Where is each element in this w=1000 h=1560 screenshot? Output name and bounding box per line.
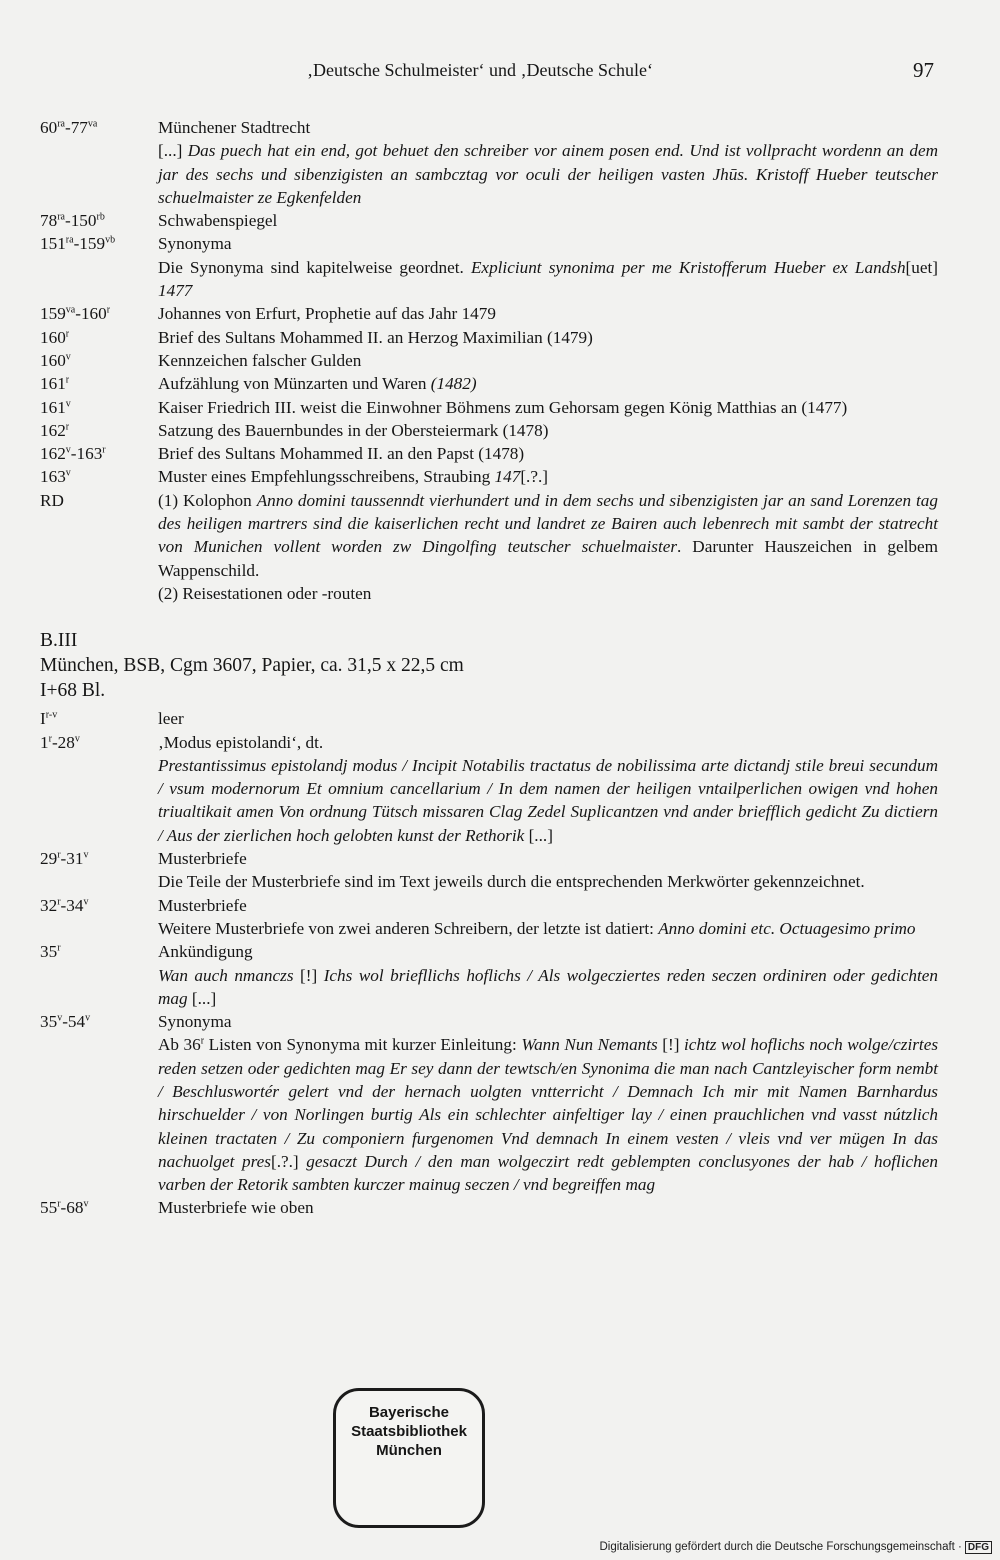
entry-162r <box>40 419 938 442</box>
entry-163v <box>40 465 938 488</box>
entry-60ra <box>40 116 938 209</box>
entry-title: Brief des Sultans Mohammed II. an Herzog Maximilian (1479) <box>158 327 593 347</box>
entry-161v <box>40 396 938 419</box>
entry-160v <box>40 349 938 372</box>
folio-ref: $159^{va}-160^r$ <box>40 304 111 324</box>
folio-ref: 161$^r$ <box>40 374 70 394</box>
entry-rd <box>40 489 938 605</box>
entry-161r <box>40 372 938 395</box>
entry-title: Münchener Stadtrecht <box>158 118 311 137</box>
folio-ref: 35$^v$-54$^v$ <box>40 1012 91 1032</box>
folio-ref: $60^{ra}-77^{va}$ <box>40 118 98 137</box>
entry-body <box>158 489 938 605</box>
entry-title: Aufzählung von Münzarten und Waren (1482) <box>158 374 477 394</box>
entry-title: leer <box>158 709 184 729</box>
folio-ref: 162$^r$ <box>40 420 70 440</box>
folio-ref: 29$^r$-31$^v$ <box>40 849 89 869</box>
entry-body <box>158 372 938 395</box>
folio-ref: 162$^v$-163$^r$ <box>40 444 106 464</box>
entry-1r <box>40 731 938 847</box>
entry-body <box>158 232 938 302</box>
folio-ref: $78^{ra}-150^{rb}$ <box>40 211 105 231</box>
entry-title: Muster eines Empfehlungsschreibens, Straubing 147[.?.] <box>158 467 548 487</box>
entry-body <box>158 940 938 1010</box>
entry-35r <box>40 940 938 1010</box>
entry-title: Satzung des Bauernbundes in der Obersteiermark (1478) <box>158 420 549 440</box>
folio-ref: $151^{ra}-159^{vb}$ <box>40 234 116 254</box>
folio-ref: RD <box>40 490 64 510</box>
entry-body <box>158 326 938 349</box>
section-heading: B.III <box>40 630 78 652</box>
entry-151ra <box>40 232 938 302</box>
dfg-logo: DFG <box>965 1541 992 1554</box>
entry-description: (2) Reisestationen oder -routen <box>158 583 372 603</box>
entry-body <box>158 731 938 847</box>
folio-ref: 1$^r$-28$^v$ <box>40 732 80 752</box>
folio-ref: 55$^r$-68$^v$ <box>40 1198 89 1218</box>
entry-title: Brief des Sultans Mohammed II. an den Papst (1478) <box>158 444 525 464</box>
library-stamp: Bayerische Staatsbibliothek München <box>333 1388 485 1528</box>
entry-title: ‚Modus epistolandi‘, dt. <box>158 732 324 752</box>
folio-ref: $I^{r-v}$ <box>40 709 58 729</box>
entry-29r <box>40 847 938 894</box>
entry-body <box>158 396 938 419</box>
running-header <box>0 60 1000 86</box>
footer-credit: Digitalisierung gefördert durch die Deutsche Forschungsgemeinschaft · DFG <box>599 1541 992 1554</box>
entry-title: Johannes von Erfurt, Prophetie auf das Jahr 1479 <box>158 304 496 324</box>
entry-description: Weitere Musterbriefe von zwei anderen Schreibern, der letzte ist datiert: Anno domini etc. Octuagesimo primo <box>158 918 916 938</box>
entry-body <box>158 894 938 941</box>
entry-body <box>158 465 938 488</box>
entry-I <box>40 707 938 730</box>
folio-ref: 35$^r$ <box>40 942 61 962</box>
entry-title: Musterbriefe wie oben <box>158 1198 314 1218</box>
entry-description: Wan auch nmanczs [!] Ichs wol briefllichs hoflichs / Als wolgecziertes reden seczen ordiniren oder gedichten mag [...] <box>158 965 938 1008</box>
entry-title: Musterbriefe <box>158 895 247 915</box>
folio-ref: 163$^v$ <box>40 467 71 487</box>
entry-162v <box>40 442 938 465</box>
entry-78ra <box>40 209 938 232</box>
entry-title: Kaiser Friedrich III. weist die Einwohner Böhmens zum Gehorsam gegen König Matthias an (1477) <box>158 397 848 417</box>
entry-body <box>158 419 938 442</box>
entry-description: Ab 36$^r$ Listen von Synonyma mit kurzer Einleitung: Wann Nun Nemants [!] ichtz wol hoflichs noch wolge/czirtes reden setzen oder gedichten mag Er sey dann der tewtsch/en Synonima die man nach Cantzleyischer form nembt / Beschluswortér gelert vnd der hernach uolgten vntterricht / Demnach Ich mir mit Namen Barnhardus hirschuelder / von Norlingen burtig Als ein schlechter ainfeltiger lay / einen prauchlichen vnd vasst nútzlich kleinen tractaten / Zu componiern furgenomen Vnd demnach In einem vesten / vleis vnd ver mügen In das nachuolget pres[.?.] gesaczt Durch / den man wolgeczirt redt geblempten conclusyones der hab / hoflichen varben der Retorik sambten kurczer mainug seczen / vnd begreiffen mag <box>158 1035 939 1195</box>
entry-description: Die Synonyma sind kapitelweise geordnet. Expliciunt synonima per me Kristofferum Hueber ex Landsh[uet] 1477 <box>158 257 938 301</box>
entry-title: Synonyma <box>158 1012 232 1032</box>
entry-body <box>158 442 938 465</box>
running-title: ‚Deutsche Schulmeister‘ und ‚Deutsche Schule‘ <box>307 60 653 80</box>
entry-description: Prestantissimus epistolandj modus / Incipit Notabilis tractatus de nobilissima arte dictandj stile breui secundum / vsum modernorum Et omnium cancellarium / In dem namen der heiligen vntailperlichen owigen vnd hohen triualtikait amen Von ordnung Tütsch missaren Clag Zedel Suplicantzen vnd ander briefflich gedicht Zu dictiern / Aus der zierlichen hoch gelobten kunst der Rethorik [...] <box>158 755 938 845</box>
entry-description: Die Teile der Musterbriefe sind im Text jeweils durch die entsprechenden Merkwörter gekennzeichnet. <box>158 872 865 892</box>
entry-title: Ankündigung <box>158 942 253 962</box>
page-number: 97 <box>913 58 934 82</box>
entry-body <box>158 1196 938 1219</box>
entry-160r <box>40 326 938 349</box>
entry-title: Schwabenspiegel <box>158 211 278 231</box>
entry-body <box>158 707 938 730</box>
entry-description: [...] Das puech hat ein end, got behuet den schreiber vor ainem posen end. Und ist vollpracht wordenn an dem jar des sechs und sibenzigisten an sambcztag vor oculi der heiligen vasten Jhūs. Kristoff Hueber teutscher schuelmaister ze Egkenfelden <box>158 141 938 207</box>
entry-159va <box>40 302 938 325</box>
entry-body <box>158 302 938 325</box>
folio-ref: 160$^r$ <box>40 327 70 347</box>
manuscript-description: München, BSB, Cgm 3607, Papier, ca. 31,5 x 22,5 cm <box>40 655 464 677</box>
entry-title: Kennzeichen falscher Gulden <box>158 350 362 370</box>
entry-body <box>158 116 938 209</box>
entry-body <box>158 1010 938 1196</box>
folio-ref: 32$^r$-34$^v$ <box>40 895 89 915</box>
page-content <box>40 116 938 1220</box>
folio-ref: 160$^v$ <box>40 350 71 370</box>
entry-body <box>158 209 938 232</box>
entry-title: Synonyma <box>158 234 232 254</box>
folio-ref: 161$^v$ <box>40 397 71 417</box>
entry-55r <box>40 1196 938 1219</box>
entry-32r <box>40 894 938 941</box>
entry-title: Musterbriefe <box>158 849 247 869</box>
entry-description: (1) Kolophon Anno domini taussenndt vierhundert und in dem sechs und sibenzigisten jar an sand Lorenzen tag des heiligen martrers sind die kaiserlichen recht und landret ze Bairen auch lebenrech mit sambt der statrecht von Munichen vollent worden zw Dingolfing teutscher schuelmaister. Darunter Hauszeichen in gelbem Wappenschild. <box>158 490 939 580</box>
manuscript-extent: I+68 Bl. <box>40 680 106 702</box>
entry-body <box>158 847 938 894</box>
entry-35v <box>40 1010 938 1196</box>
entry-body <box>158 349 938 372</box>
